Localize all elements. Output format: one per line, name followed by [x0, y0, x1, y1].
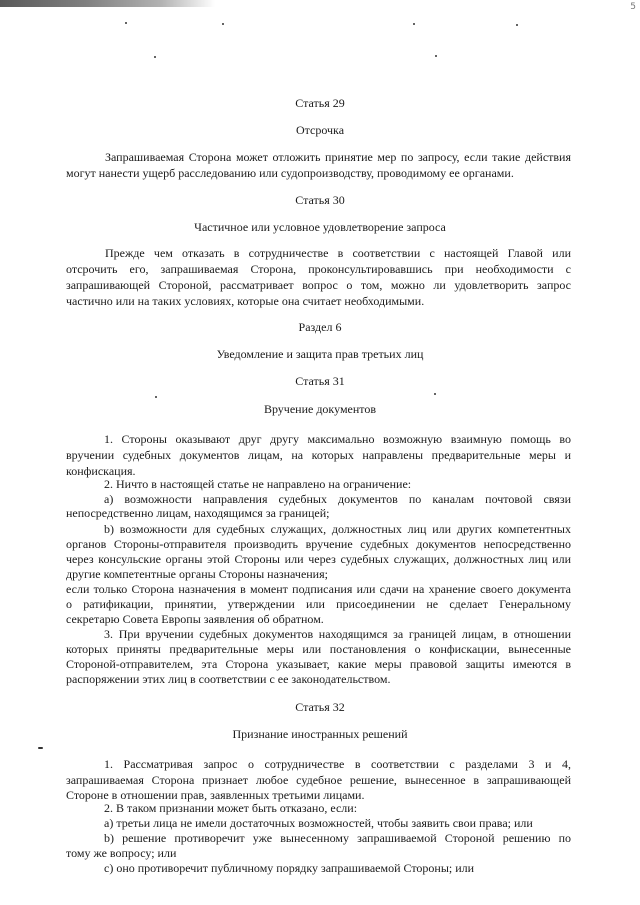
paragraph-line: Прежде чем отказать в сотрудничестве в соответствии с настоящей Главой или	[105, 246, 571, 260]
paragraph-line: Стороне в отношении прав, заявленных третьими лицами.	[66, 788, 365, 802]
paragraph-line: распоряжении этих лиц в соответствии с ее законодательством.	[66, 672, 391, 686]
paragraph-line: вручении судебных документов лицам, на которых направлены предварительные меры и	[66, 448, 571, 462]
paragraph-line: отсрочить его, запрашиваемая Сторона, проконсультировавшись при необходимости с	[66, 262, 571, 276]
scan-speck	[435, 55, 437, 57]
paragraph-line: Стороной-отправителем, эта Сторона указывает, какие меры правовой защиты имеются в	[66, 657, 571, 671]
article-32-name: Признание иностранных решений	[232, 727, 408, 741]
scan-artifact-streak	[0, 0, 215, 7]
scan-speck	[516, 24, 518, 26]
article-31-title: Статья 31	[295, 374, 345, 388]
scan-speck	[413, 23, 415, 25]
article-31-name: Вручение документов	[263, 402, 377, 416]
scan-speck	[434, 393, 436, 395]
paragraph-line: о ратификации, принятии, утверждении или присоединении не сделает Генеральному	[66, 597, 571, 611]
paragraph-line: органов Стороны-отправителя производить вручение судебных документов непосредственно	[66, 537, 571, 551]
paragraph-line: конфискация.	[66, 464, 136, 478]
paragraph-line: запрашивающей Стороной, рассматривает вопрос о том, можно ли удовлетворить запрос	[66, 278, 571, 292]
paragraph-line: 1. Рассматривая запрос о сотрудничестве в соответствии с разделами 3 и 4,	[104, 757, 571, 771]
paragraph-line: секретарю Совета Европы заявления об обратном.	[66, 612, 324, 626]
paragraph-line: a) третьи лица не имели достаточных возможностей, чтобы заявить свои права; или	[104, 816, 533, 830]
paragraph-line: тому же вопросу; или	[66, 846, 177, 860]
corner-page-mark: 5	[630, 2, 636, 12]
scan-speck	[125, 22, 127, 24]
paragraph-line: b) возможности для судебных служащих, должностных лиц или других компетентных	[104, 522, 571, 536]
section-6-title: Раздел 6	[298, 320, 342, 334]
section-6-name: Уведомление и защита прав третьих лиц	[216, 347, 424, 361]
scan-speck	[222, 23, 224, 25]
paragraph-line: 2. В таком признании может быть отказано, если:	[104, 801, 358, 815]
paragraph-line: 1. Стороны оказывают друг другу максимально возможную взаимную помощь во	[104, 432, 571, 446]
scan-speck	[154, 56, 156, 58]
article-30-title: Статья 30	[295, 193, 345, 207]
article-29-title: Статья 29	[295, 96, 345, 110]
article-29-name: Отсрочка	[295, 123, 345, 137]
article-30-name: Частичное или условное удовлетворение запроса	[194, 220, 446, 234]
paragraph-line: непосредственно лицам, находящимся за границей;	[66, 506, 330, 520]
paragraph-line: частично или на таких условиях, которые она считает необходимыми.	[66, 294, 425, 308]
paragraph-line: 2. Ничто в настоящей статье не направлено на ограничение:	[104, 477, 412, 491]
paragraph-line: b) решение противоречит уже вынесенному запрашиваемой Стороной решению по	[104, 831, 571, 845]
paragraph-line: Запрашиваемая Сторона может отложить принятие мер по запросу, если такие действия	[105, 150, 571, 164]
paragraph-line: которых приняты предварительные меры или постановления о конфискации, вынесенные	[66, 642, 571, 656]
paragraph-line: могут нанести ущерб расследованию или судопроизводству, проводимому ее органами.	[66, 166, 514, 180]
paragraph-line: 3. При вручении судебных документов находящимся за границей лицам, в отношении	[104, 627, 571, 641]
paragraph-line: через консульские органы этой Стороны или через судебных служащих, должностных лиц или	[66, 552, 571, 566]
paragraph-line: c) оно противоречит публичному порядку запрашиваемой Стороны; или	[104, 861, 475, 875]
paragraph-line: запрашиваемая Сторона признает любое судебное решение, вынесенное в запрашивающей	[66, 773, 571, 787]
paragraph-line: a) возможности направления судебных документов по каналам почтовой связи	[104, 492, 571, 506]
scan-speck	[38, 747, 43, 749]
paragraph-line: другие компетентные органы Стороны назначения;	[66, 567, 328, 581]
paragraph-line: если только Сторона назначения в момент подписания или сдачи на хранение своего документа	[66, 582, 571, 596]
article-32-title: Статья 32	[295, 700, 345, 714]
scan-speck	[155, 396, 157, 398]
